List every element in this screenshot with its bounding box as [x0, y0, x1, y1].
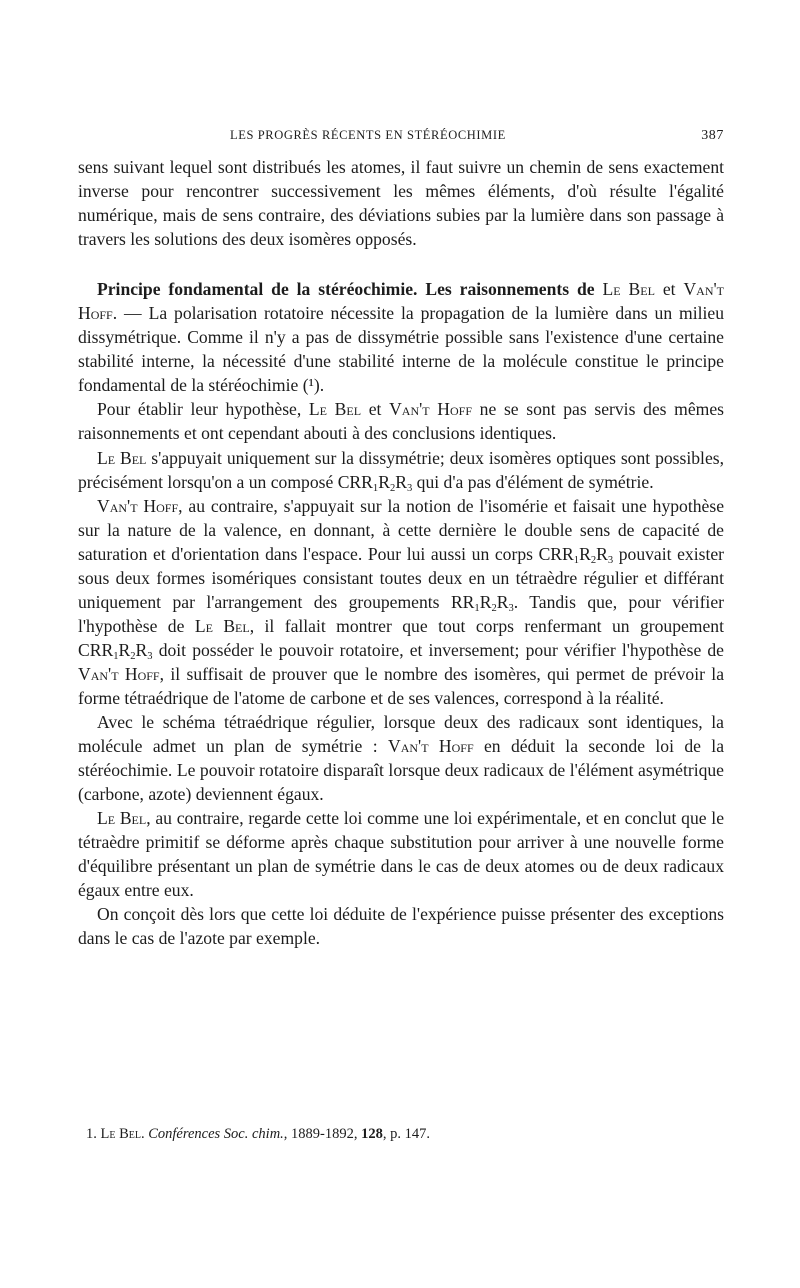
footnote: 1. Le Bel. Conférences Soc. chim., 1889-1892, 128, p. 147. [86, 1126, 431, 1142]
paragraph-7: Le Bel, au contraire, regarde cette loi comme une loi expérimentale, et en conclut que le tétraèdre primitif se déforme après chaque substitution pour arriver à une nouvelle forme d'équilibre présentant un plan de symétrie dans le cas de deux atomes ou de deux radicaux égaux entre eux. [78, 808, 725, 901]
paragraph-3: Pour établir leur hypothèse, Le Bel et Van't Hoff ne se sont pas servis des mêmes raisonnements et ont cependant abouti à des conclusions identiques. [78, 399, 725, 444]
footnote-source: Conférences Soc. chim. [148, 1126, 284, 1142]
footnote-author: Le Bel [100, 1126, 141, 1142]
paragraph-5: Van't Hoff, au contraire, s'appuyait sur la notion de l'isomérie et faisait une hypothèse sur la nature de la valence, en donnant, à cette dernière le double sens de capacité de saturation et d'orientation dans l'espace. Pour lui aussi un corps $CRR_1R_2R_3$ pouvait exister sous deux formes isomériques consistant toutes deux en un tétraèdre régulier et différant uniquement par l'arrangement des groupements $RR_1R_2R_3$. Tandis que, pour vérifier l'hypothèse de Le Bel, il fallait montrer que tout corps renfermant un groupement $CRR_1R_2R_3$ doit posséder le pouvoir rotatoire, et inversement; pour vérifier l'hypothèse de Van't Hoff, il suffisait de prouver que le nombre des isomères, qui permet de prévoir la forme tétraédrique de l'atome de carbone et de ses valences, correspond à la réalité. [78, 495, 725, 708]
footnote-volume: 128 [361, 1126, 383, 1142]
paragraph-principe: Principe fondamental de la stéréochimie. Les raisonnements de Le Bel et Van't Hoff. — La polarisation rotatoire nécessite la propagation de la lumière dans un milieu dissymétrique. Comme il n'y a pas de dissymétrie possible sans l'existence d'une certaine stabilité interne, la nécessité d'une stabilité interne de la molécule constitue le principe fondamental de la stéréochimie (¹). [78, 279, 725, 396]
page-number: 387 [701, 128, 724, 143]
formula: $RR_1R_2R_3$ [450, 591, 514, 614]
paragraph-1: sens suivant lequel sont distribués les atomes, il faut suivre un chemin de sens exactement inverse pour rencontrer successivement les mêmes éléments, d'où résulte l'égalité numérique, mais de sens contraire, des déviations subies par la lumière dans son passage à travers les solutions des deux isomères opposés. [78, 157, 724, 250]
paragraph-text: . — La polarisation rotatoire nécessite la propagation de la lumière dans un milieu dissymétrique. Comme il n'y a pas de dissymétrie possible sans l'existence d'une certaine stabilité interne, la nécessité d'une stabilité interne de la molécule constitue le principe fondamental de la stéréochimie (¹). [78, 303, 724, 396]
main-text [78, 155, 724, 951]
author-vant-hoff: Van't Hoff [78, 663, 160, 684]
author-le-bel: Le Bel [308, 399, 362, 420]
author-le-bel: Le Bel [602, 279, 655, 300]
author-vant-hoff: Van't Hoff [388, 736, 474, 757]
section-heading: Principe fondamental de la stéréochimie. Les raisonnements de [97, 279, 595, 300]
author-vant-hoff: Van't Hoff [78, 279, 725, 324]
formula: $CRR_1R_2R_3$ [337, 471, 413, 494]
running-title: LES PROGRÈS RÉCENTS EN STÉRÉOCHIMIE [230, 128, 506, 142]
formula: $CRR_1R_2R_3$ [78, 639, 153, 662]
paragraph-6: Avec le schéma tétraédrique régulier, lorsque deux des radicaux sont identiques, la molécule admet un plan de symétrie : Van't Hoff en déduit la seconde loi de la stéréochimie. Le pouvoir rotatoire disparaît lorsque deux radicaux de l'élément asymétrique (carbone, azote) deviennent égaux. [78, 712, 724, 805]
author-vant-hoff: Van't Hoff [389, 399, 473, 420]
footnote-number: 1. [86, 1126, 101, 1142]
paragraph-4: Le Bel s'appuyait uniquement sur la dissymétrie; deux isomères optiques sont possibles, précisément lorsqu'on a un composé $CRR_1R_2R_3$ qui d'a pas d'élément de symétrie. [78, 447, 724, 494]
author-le-bel: Le Bel [194, 615, 250, 636]
author-vant-hoff: Van't Hoff [97, 495, 179, 516]
formula: $CRR_1R_2R_3$ [538, 543, 614, 566]
paragraph-8: On conçoit dès lors que cette loi déduite de l'expérience puisse présenter des exceptions dans le cas de l'azote par exemple. [78, 904, 724, 949]
author-le-bel: Le Bel [97, 447, 147, 468]
author-le-bel: Le Bel [97, 808, 147, 829]
